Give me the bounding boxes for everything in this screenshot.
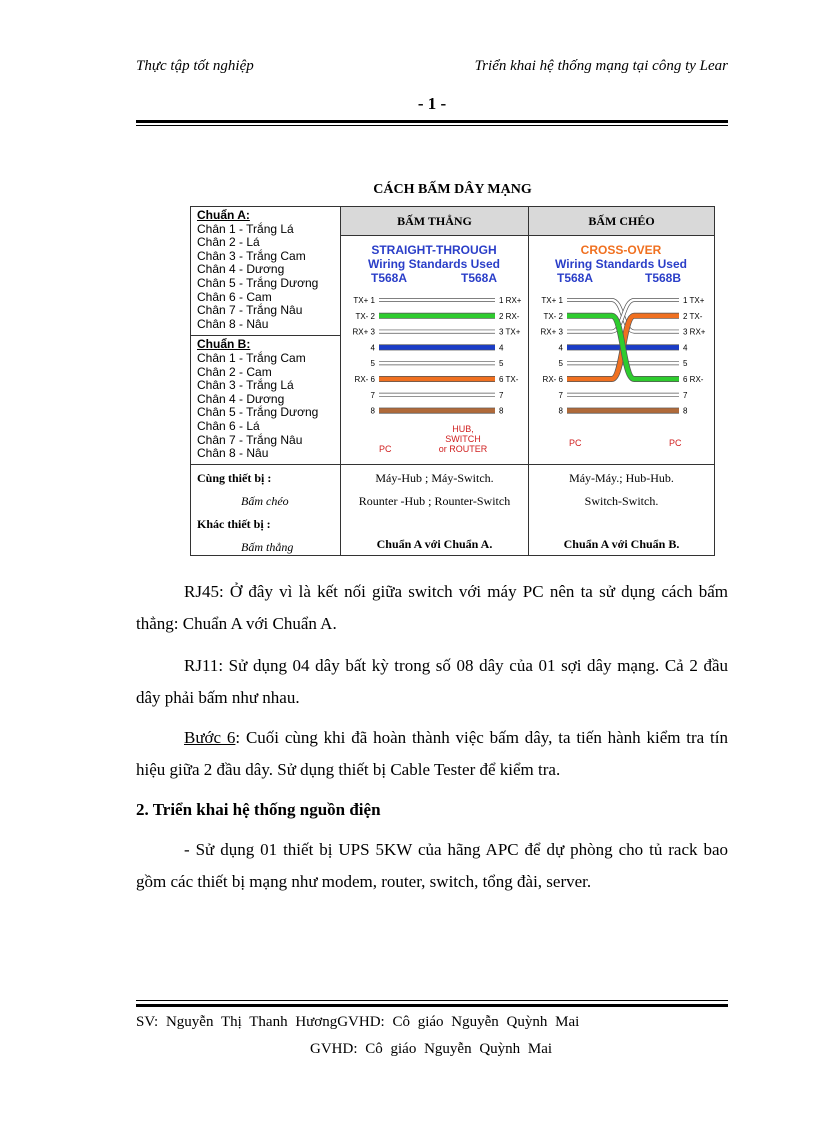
cross-usage-line: Switch-Switch. (584, 494, 659, 508)
straight-right-pin-label: 7 (499, 390, 504, 400)
straight-usage-line: Máy-Hub ; Máy-Switch. (375, 471, 494, 485)
standard-a-pin: Chân 3 - Trắng Cam (197, 248, 306, 263)
cross-left-pin-label: RX+ 3 (540, 327, 563, 337)
standard-b-pin: Chân 2 - Cam (197, 364, 272, 379)
straight-right-pin-label: 2 RX- (499, 311, 520, 321)
standard-a-pin: Chân 4 - Dương (197, 262, 285, 277)
same-device-label: Cùng thiết bị : (197, 471, 272, 485)
cross-subtitle: Wiring Standards Used (555, 257, 687, 271)
cross-right-pin-label: 2 TX- (683, 311, 703, 321)
header-rule-thin (136, 125, 728, 126)
standard-b-pin: Chân 7 - Trắng Nâu (197, 432, 303, 447)
straight-left-pin-label: 8 (370, 406, 375, 416)
straight-right-device: SWITCH (445, 434, 481, 444)
header-right: Triển khai hệ thống mạng tại công ty Lear (474, 58, 728, 74)
bottom-cross-cell (529, 465, 715, 556)
standard-a-pin: Chân 6 - Cam (197, 289, 272, 304)
footer-line-1: SV: Nguyễn Thị Thanh HươngGVHD: Cô giáo Nguyễn Quỳnh Mai (136, 1014, 580, 1030)
header-left: Thực tập tốt nghiệp (136, 58, 254, 74)
standard-a-heading: Chuẩn A: (197, 208, 250, 222)
cross-title: CROSS-OVER (580, 243, 662, 257)
cross-right-pin-label: 5 (683, 359, 688, 369)
page-number: - 1 - (417, 94, 447, 113)
straight-through-diagram (341, 236, 528, 460)
standard-a-pin: Chân 5 - Trắng Dương (197, 275, 319, 290)
bottom-left-cell (191, 465, 341, 556)
straight-right-pin-label: 5 (499, 359, 504, 369)
straight-column-header: BẤM THẲNG (341, 207, 529, 236)
standard-a-pin: Chân 8 - Nâu (197, 316, 269, 331)
straight-left-pin-label: 4 (370, 343, 375, 353)
standard-b-pin: Chân 6 - Lá (197, 418, 260, 433)
straight-right-std: T568A (460, 271, 498, 285)
standard-b-pin: Chân 5 - Trắng Dương (197, 405, 319, 420)
diff-device-label: Khác thiết bị : (197, 517, 271, 531)
cross-over-diagram (529, 236, 714, 460)
straight-diagram-cell (341, 236, 529, 465)
cross-column-header: BẤM CHÉO (529, 207, 715, 236)
footer-rule-thin (136, 1000, 728, 1001)
footer-line-2: GVHD: Cô giáo Nguyễn Quỳnh Mai (310, 1041, 553, 1057)
straight-right-pin-label: 1 RX+ (499, 296, 522, 305)
standard-a (191, 207, 340, 331)
straight-left-pin-label: RX- 6 (354, 375, 375, 384)
cross-left-pin-label: 4 (558, 343, 563, 353)
step6-text: : Cuối cùng khi đã hoàn thành việc bấm dây, ta tiến hành kiểm tra tín hiệu giữa 2 đầu dây. Sử dụng thiết bị Cable Tester để kiểm tra. (136, 728, 728, 779)
standard-a-cell (191, 207, 341, 465)
section-heading: 2. Triển khai hệ thống nguồn điện (136, 800, 381, 819)
cross-right-std: T568B (644, 271, 682, 285)
cross-right-pin-label: 1 TX+ (683, 296, 705, 305)
cross-left-pin-label: RX- 6 (542, 375, 563, 384)
straight-right-pin-label: 8 (499, 406, 504, 416)
straight-left-pin-label: 5 (370, 359, 375, 369)
straight-right-pin-label: 6 TX- (499, 375, 519, 384)
straight-usage-line: Rounter -Hub ; Rounter-Switch (358, 494, 511, 508)
cross-usage-line: Máy-Máy.; Hub-Hub. (569, 471, 674, 485)
step6-label: Bước 6 (184, 728, 236, 747)
straight-left-pin-label: RX+ 3 (352, 327, 375, 337)
paragraph-rj45: RJ45: Ở đây vì là kết nối giữa switch với máy PC nên ta sử dụng cách bấm thẳng: Chuẩn A với Chuẩn A. (136, 582, 728, 633)
cross-left-pin-label: TX- 2 (543, 311, 563, 321)
cross-right-pin-label: 6 RX- (683, 375, 704, 384)
straight-subtitle: Wiring Standards Used (368, 257, 500, 271)
paragraph-step6 (136, 722, 728, 786)
cross-left-pin-label: 7 (558, 390, 563, 400)
cross-diagram-cell (529, 236, 715, 465)
standard-a-pin: Chân 7 - Trắng Nâu (197, 303, 303, 318)
straight-right-device: or ROUTER (438, 444, 488, 454)
straight-left-device: PC (379, 444, 392, 454)
straight-right-device: HUB, (452, 424, 474, 434)
header-rule-thick (136, 120, 728, 123)
paragraph-rj11: RJ11: Sử dụng 04 dây bất kỳ trong số 08 dây của 01 sợi dây mạng. Cả 2 đầu dây phải bấm như nhau. (136, 656, 728, 707)
standard-b-heading: Chuẩn B: (197, 337, 251, 352)
footer-rule-thick (136, 1004, 728, 1007)
standard-b-pin: Chân 1 - Trắng Cam (197, 350, 306, 365)
cross-left-pin-label: 5 (558, 359, 563, 369)
cross-left-pin-label: 8 (558, 406, 563, 416)
bottom-straight-cell (341, 465, 529, 556)
standard-a-pin: Chân 2 - Lá (197, 235, 260, 250)
cross-left-device: PC (569, 438, 582, 448)
standard-b-pin: Chân 4 - Dương (197, 391, 285, 406)
straight-right-pin-label: 3 TX+ (499, 327, 521, 337)
paragraph-ups: - Sử dụng 01 thiết bị UPS 5KW của hãng APC để dự phòng cho tủ rack bao gồm các thiết bị mạng như modem, router, switch, tổng đài, server. (136, 840, 728, 891)
cross-right-device: PC (669, 438, 682, 448)
cross-right-pin-label: 8 (683, 406, 688, 416)
cross-left-pin-label: TX+ 1 (541, 296, 563, 305)
standard-b (191, 335, 340, 460)
straight-left-pin-label: TX+ 1 (353, 296, 375, 305)
straight-left-pin-label: TX- 2 (355, 311, 375, 321)
cross-right-pin-label: 3 RX+ (683, 327, 706, 337)
figure-title: CÁCH BẤM DÂY MẠNG (373, 182, 532, 197)
wiring-table (190, 206, 715, 556)
straight-right-pin-label: 4 (499, 343, 504, 353)
standard-b-pin: Chân 8 - Nâu (197, 446, 269, 461)
cross-left-std: T568A (556, 271, 594, 285)
straight-left-std: T568A (370, 271, 408, 285)
cross-right-pin-label: 7 (683, 390, 688, 400)
straight-title: STRAIGHT-THROUGH (371, 243, 497, 257)
standard-a-pin: Chân 1 - Trắng Lá (197, 221, 294, 236)
cross-result: Chuẩn A với Chuẩn B. (563, 537, 680, 551)
straight-result: Chuẩn A với Chuẩn A. (376, 537, 493, 551)
cross-right-pin-label: 4 (683, 343, 688, 353)
standard-b-pin: Chân 3 - Trắng Lá (197, 378, 294, 393)
same-device-method: Bấm chéo (241, 494, 289, 508)
diff-device-method: Bấm thẳng (241, 540, 294, 554)
straight-left-pin-label: 7 (370, 390, 375, 400)
